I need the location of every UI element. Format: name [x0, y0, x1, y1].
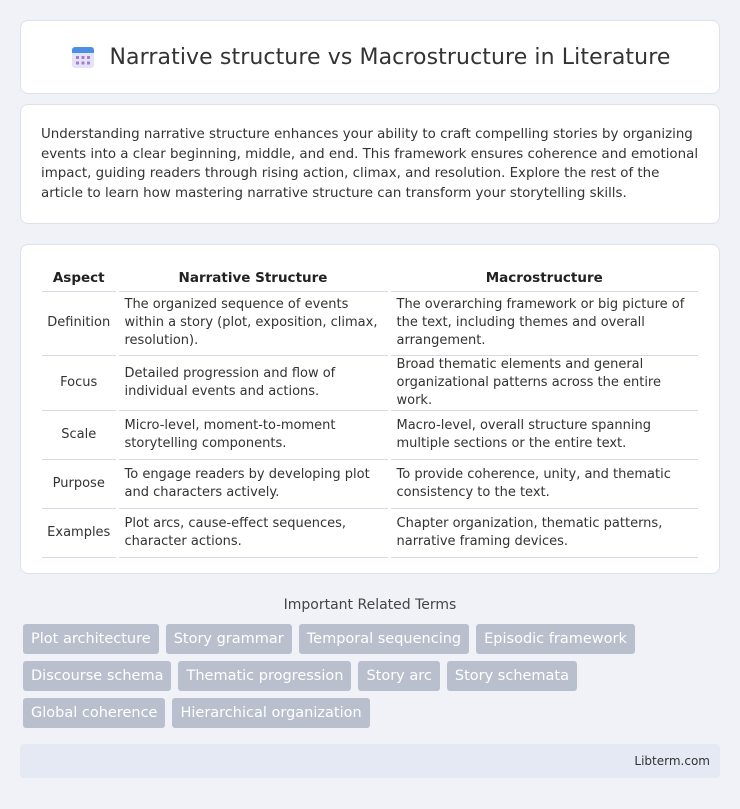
row-aspect: Definition	[42, 291, 117, 355]
row-macro: Macro-level, overall structure spanning multiple sections or the entire text.	[389, 410, 698, 459]
table-row	[42, 291, 698, 355]
calendar-icon	[70, 44, 96, 70]
table-row	[42, 459, 698, 508]
tag-thematic-progression[interactable]: Thematic progression	[178, 661, 351, 691]
row-narrative: Plot arcs, cause-effect sequences, character actions.	[117, 508, 389, 557]
row-macro: The overarching framework or big picture of the text, including themes and overall arrangement.	[389, 291, 698, 355]
row-aspect: Scale	[42, 410, 117, 459]
footer-site-link[interactable]: Libterm.com	[634, 754, 710, 768]
tag-episodic-framework[interactable]: Episodic framework	[476, 624, 635, 654]
row-aspect: Examples	[42, 508, 117, 557]
row-aspect: Purpose	[42, 459, 117, 508]
page-title: Narrative structure vs Macrostructure in Literature	[109, 44, 671, 70]
row-narrative: Micro-level, moment-to-moment storytelling components.	[117, 410, 389, 459]
related-terms-list	[20, 624, 720, 728]
tag-discourse-schema[interactable]: Discourse schema	[23, 661, 171, 691]
row-macro: To provide coherence, unity, and thematic consistency to the text.	[389, 459, 698, 508]
tag-plot-architecture[interactable]: Plot architecture	[23, 624, 159, 654]
row-narrative: The organized sequence of events within a story (plot, exposition, climax, resolution).	[117, 291, 389, 355]
table-row	[42, 355, 698, 410]
tag-global-coherence[interactable]: Global coherence	[23, 698, 165, 728]
related-terms-title: Important Related Terms	[283, 597, 457, 613]
header-card	[20, 20, 720, 94]
table-row	[42, 508, 698, 557]
row-narrative: To engage readers by developing plot and characters actively.	[117, 459, 389, 508]
tag-hierarchical-organization[interactable]: Hierarchical organization	[172, 698, 369, 728]
table-header-row	[42, 265, 698, 291]
comparison-card	[20, 244, 720, 574]
intro-card	[20, 104, 720, 224]
tag-story-arc[interactable]: Story arc	[358, 661, 439, 691]
tag-story-schemata[interactable]: Story schemata	[447, 661, 577, 691]
header-narrative-structure: Narrative Structure	[117, 265, 389, 291]
tag-story-grammar[interactable]: Story grammar	[166, 624, 292, 654]
table-row	[42, 410, 698, 459]
comparison-table	[42, 265, 698, 558]
row-aspect: Focus	[42, 355, 117, 410]
intro-text: Understanding narrative structure enhances your ability to craft compelling stories by organizing events into a clear beginning, middle, and end. This framework ensures coherence and emotional impact, guiding readers through rising action, climax, and resolution. Explore the rest of the article to learn how mastering narrative structure can transform your storytelling skills.	[41, 127, 699, 201]
footer	[20, 744, 720, 778]
header-aspect: Aspect	[42, 265, 117, 291]
row-macro: Chapter organization, thematic patterns, narrative framing devices.	[389, 508, 698, 557]
row-macro: Broad thematic elements and general organizational patterns across the entire work.	[389, 355, 698, 410]
row-narrative: Detailed progression and flow of individual events and actions.	[117, 355, 389, 410]
tag-temporal-sequencing[interactable]: Temporal sequencing	[299, 624, 469, 654]
header-macrostructure: Macrostructure	[389, 265, 698, 291]
